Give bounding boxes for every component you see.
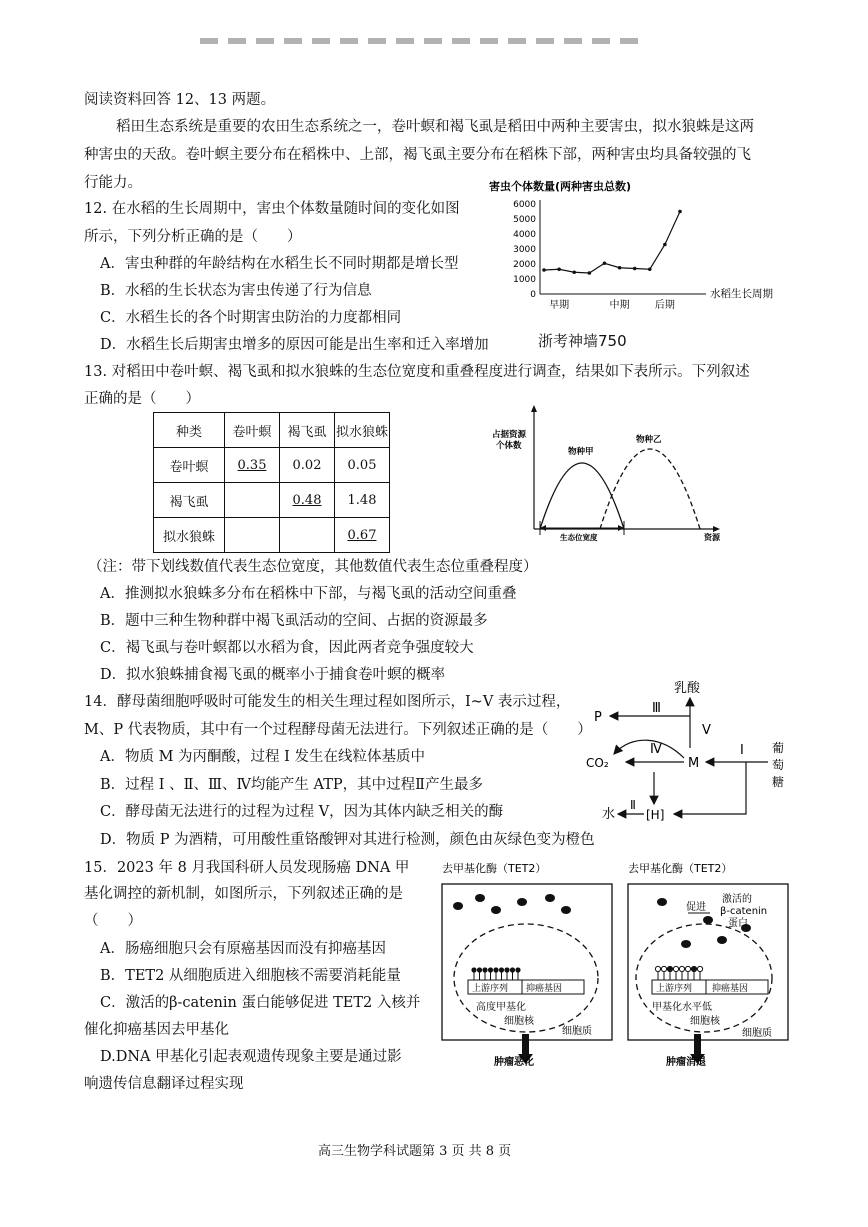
- methyl-group: [482, 967, 487, 972]
- methyl-group: [655, 966, 660, 971]
- co2-label: CO₂: [586, 756, 609, 770]
- promote-label: 促进: [686, 902, 706, 913]
- chart-y-tick-label: 3000: [513, 245, 536, 255]
- q15-stem-2: 基化调控的新机制，如图所示，下列叙述正确的是: [84, 886, 403, 902]
- methyl-group: [697, 966, 702, 971]
- table-cell: [280, 518, 335, 553]
- q14-option-d: D．物质 P 为酒精，可用酸性重铬酸钾对其进行检测，颜色由灰绿色变为橙色: [100, 832, 595, 848]
- passage-line-1: 稻田生态系统是重要的农田生态系统之一，卷叶螟和褐飞虱是稻田中两种主要害虫，拟水狼蛛是这两: [116, 119, 754, 135]
- species-b-curve: [600, 449, 700, 529]
- table-header-cell: 种类: [154, 413, 225, 448]
- water-label: 水: [602, 807, 616, 822]
- beta-catenin-2: β-catenin: [720, 906, 768, 917]
- suppressor-gene-right: 抑癌基因: [712, 984, 749, 994]
- q15-option-d-1: D.DNA 甲基化引起表观遗传现象主要是通过影: [100, 1049, 402, 1065]
- chart-x-tick-label: 后期: [654, 300, 675, 311]
- glucose-label-1: 葡: [772, 741, 785, 755]
- chart-point: [633, 267, 637, 271]
- chart-point: [663, 243, 667, 247]
- chart-title: 害虫个体数量(两种害虫总数): [489, 180, 632, 193]
- chart-x-ticks: [549, 298, 675, 311]
- methyl-group: [679, 966, 684, 971]
- chart-series-line: [544, 212, 680, 274]
- methyl-group: [488, 967, 493, 972]
- process-iv-label: Ⅳ: [650, 742, 662, 757]
- upstream-seq-left: 上游序列: [472, 984, 509, 994]
- methylation-level-right: 甲基化水平低: [652, 1002, 712, 1013]
- passage-line-3: 行能力。: [84, 175, 142, 191]
- table-cell: [225, 483, 280, 518]
- table-cell: 0.67: [335, 518, 390, 553]
- methyl-group: [661, 966, 666, 971]
- table-cell: 拟水狼蛛: [154, 518, 225, 553]
- q15-option-a: A．肠癌细胞只会有原癌基因而没有抑癌基因: [100, 941, 386, 957]
- chart-axes: [540, 200, 706, 294]
- pest-count-chart: [484, 176, 784, 326]
- chart-y-tick-label: 1000: [513, 275, 536, 285]
- q15-stem-3: （ ）: [84, 913, 142, 929]
- methylation-figure-right: [624, 858, 790, 1072]
- methyl-group: [493, 967, 498, 972]
- chart-x-label: 水稻生长周期: [710, 288, 773, 300]
- q12-option-c: C．水稻生长的各个时期害虫防治的力度都相同: [100, 310, 402, 326]
- respiration-diagram: [586, 676, 792, 824]
- process-iii-label: Ⅲ: [652, 701, 661, 716]
- chart-y-tick-label: 5000: [513, 215, 536, 225]
- chart-y-ticks: [513, 200, 536, 300]
- q13-option-a: A．推测拟水狼蛛多分布在稻株中下部，与褐飞虱的活动空间重叠: [100, 586, 517, 602]
- table-cell: [225, 518, 280, 553]
- methyl-group: [673, 966, 678, 971]
- table-cell: 卷叶螟: [154, 448, 225, 483]
- chart-point: [572, 270, 576, 274]
- chart-point: [557, 267, 561, 271]
- q13-option-d: D．拟水狼蛛捕食褐飞虱的概率小于捕食卷叶螟的概率: [100, 667, 446, 683]
- methyl-group: [515, 967, 520, 972]
- tet2-title-right: 去甲基化酶（TET2）: [628, 862, 733, 875]
- q13-option-c: C．褐飞虱与卷叶螟都以水稻为食，因此两者竞争强度较大: [100, 640, 474, 656]
- watermark-text: 浙考神墙750: [538, 332, 627, 350]
- outcome-right: 肿瘤消退: [666, 1057, 706, 1068]
- niche-x-label: 资源: [704, 533, 720, 542]
- process-ii-label: Ⅱ: [630, 798, 636, 812]
- p-label: P: [594, 710, 602, 725]
- q15-option-b: B．TET2 从细胞质进入细胞核不需要消耗能量: [100, 968, 401, 984]
- chart-y-tick-label: 2000: [513, 260, 536, 270]
- table-row: [154, 483, 390, 518]
- q15-option-c-1: C．激活的β-catenin 蛋白能够促进 TET2 入核并: [100, 995, 421, 1011]
- upstream-seq-right: 上游序列: [656, 984, 693, 994]
- chart-point: [618, 266, 622, 270]
- q12-option-b: B．水稻的生长状态为害虫传递了行为信息: [100, 283, 372, 299]
- page-footer: 高三生物学科试题第 3 页 共 8 页: [318, 1144, 512, 1159]
- chart-x-tick-label: 中期: [609, 300, 630, 311]
- header-scan-artifact: [200, 38, 640, 44]
- methyl-group: [667, 966, 672, 971]
- methyl-group: [510, 967, 515, 972]
- q13-stem-2: 正确的是（ ）: [84, 391, 200, 407]
- process-v-label: V: [702, 723, 711, 738]
- niche-y-label-2: 个体数: [496, 441, 522, 451]
- table-cell: 0.05: [335, 448, 390, 483]
- passage-line-2: 种害虫的天敌。卷叶螟主要分布在稻株中、上部，褐飞虱主要分布在稻株下部，两种害虫均具备较强的飞: [84, 147, 751, 163]
- table-cell: 0.35: [225, 448, 280, 483]
- beta-catenin-1: 激活的: [722, 894, 752, 905]
- chart-y-tick-label: 6000: [513, 200, 536, 210]
- methyl-group: [477, 967, 482, 972]
- q13-option-b: B．题中三种生物种群中褐飞虱活动的空间、占据的资源最多: [100, 613, 488, 629]
- species-b-label: 物种乙: [636, 435, 662, 445]
- species-a-label: 物种甲: [568, 447, 594, 457]
- table-cell: 0.48: [280, 483, 335, 518]
- chart-point: [678, 210, 682, 214]
- methyl-group: [685, 966, 690, 971]
- chart-point: [648, 267, 652, 271]
- niche-diagram: [490, 403, 730, 543]
- q13-stem-1: 13. 对稻田中卷叶螟、褐飞虱和拟水狼蛛的生态位宽度和重叠程度进行调查，结果如下表所示。下列叙述: [84, 364, 750, 380]
- table-header-cell: 拟水狼蛛: [335, 413, 390, 448]
- chart-y-tick-label: 4000: [513, 230, 536, 240]
- niche-width-label: 生态位宽度: [560, 533, 598, 542]
- chart-y-tick-label: 0: [530, 290, 536, 300]
- process-i-label: Ⅰ: [740, 743, 744, 758]
- q12-option-a: A．害虫种群的年龄结构在水稻生长不同时期都是增长型: [100, 256, 459, 272]
- m-label: M: [688, 756, 700, 771]
- q14-stem-1: 14．酵母菌细胞呼吸时可能发生的相关生理过程如图所示，I~V 表示过程，: [84, 694, 571, 710]
- h-label: [H]: [646, 808, 665, 822]
- q15-option-d-2: 响遗传信息翻译过程实现: [84, 1076, 244, 1092]
- methylation-level-left: 高度甲基化: [476, 1002, 526, 1013]
- table-header-row: [154, 413, 390, 448]
- table-header-cell: 卷叶螟: [225, 413, 280, 448]
- cytoplasm-left: 细胞质: [562, 1026, 592, 1037]
- q14-option-c: C．酵母菌无法进行的过程为过程 V，因为其体内缺乏相关的酶: [100, 804, 504, 820]
- q12-stem-1: 12. 在水稻的生长周期中，害虫个体数量随时间的变化如图: [84, 201, 460, 217]
- q14-stem-2: M、P 代表物质，其中有一个过程酵母菌无法进行。下列叙述正确的是（ ）: [84, 722, 592, 738]
- chart-point: [603, 261, 607, 265]
- q12-option-d: D．水稻生长后期害虫增多的原因可能是出生率和迁入率增加: [100, 337, 489, 353]
- cytoplasm-right: 细胞质: [742, 1028, 772, 1039]
- table-cell: 1.48: [335, 483, 390, 518]
- methyl-group: [471, 967, 476, 972]
- niche-table: [153, 412, 390, 553]
- methyl-group: [504, 967, 509, 972]
- chart-x-tick-label: 早期: [549, 300, 570, 311]
- tet2-title-left: 去甲基化酶（TET2）: [442, 862, 547, 875]
- beta-catenin-3: 蛋白: [728, 918, 748, 929]
- niche-y-label-1: 占据资源: [492, 430, 527, 440]
- glucose-label-3: 糖: [772, 775, 785, 789]
- nucleus-right: 细胞核: [690, 1016, 720, 1027]
- outcome-left: 肿瘤恶化: [494, 1057, 534, 1068]
- methyl-group: [691, 966, 696, 971]
- chart-point: [542, 268, 546, 272]
- chart-point: [588, 271, 592, 275]
- q14-option-b: B．过程 I 、Ⅱ、Ⅲ、Ⅳ均能产生 ATP，其中过程Ⅱ产生最多: [100, 777, 483, 793]
- table-row: [154, 448, 390, 483]
- intro-text: 阅读资料回答 12、13 两题。: [84, 92, 276, 108]
- table-cell: 褐飞虱: [154, 483, 225, 518]
- suppressor-gene-left: 抑癌基因: [526, 984, 563, 994]
- nucleus-left: 细胞核: [504, 1016, 534, 1027]
- table-header-cell: 褐飞虱: [280, 413, 335, 448]
- glucose-label-2: 萄: [772, 758, 785, 772]
- table-row: [154, 518, 390, 553]
- methyl-group: [499, 967, 504, 972]
- methylation-figure-left: [438, 858, 616, 1072]
- table-cell: 0.02: [280, 448, 335, 483]
- q12-stem-2: 所示，下列分析正确的是（ ）: [84, 229, 302, 245]
- q15-option-c-2: 催化抑癌基因去甲基化: [84, 1022, 229, 1038]
- q15-stem-1: 15．2023 年 8 月我国科研人员发现肠癌 DNA 甲: [84, 860, 410, 876]
- lactic-acid-label: 乳酸: [674, 681, 701, 696]
- q14-option-a: A．物质 M 为丙酮酸，过程 I 发生在线粒体基质中: [100, 749, 425, 765]
- q13-note: （注：带下划线数值代表生态位宽度，其他数值代表生态位重叠程度）: [88, 559, 538, 575]
